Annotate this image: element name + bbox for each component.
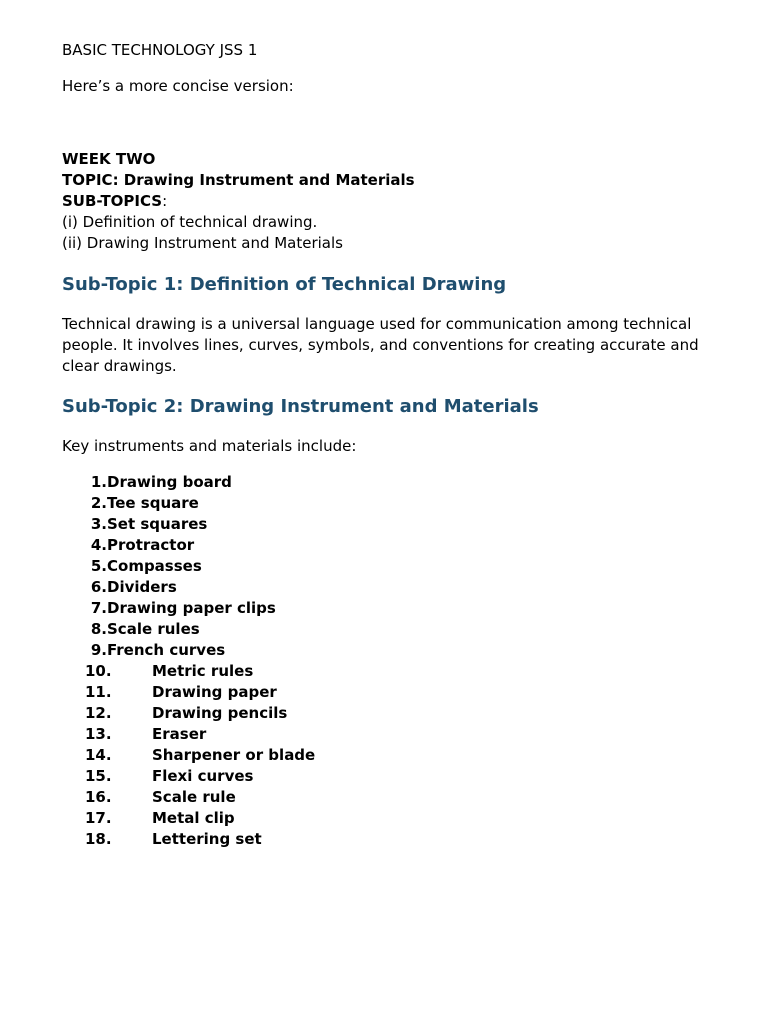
list-item bbox=[62, 808, 706, 829]
list-item-number: 13. bbox=[85, 725, 112, 743]
subtopics-label: SUB-TOPICS bbox=[62, 192, 163, 210]
topic-label: TOPIC: Drawing Instrument and Materials bbox=[62, 171, 415, 189]
document-title: BASIC TECHNOLOGY JSS 1 bbox=[62, 41, 258, 59]
list-item-text: French curves bbox=[107, 641, 226, 659]
list-item-text: Dividers bbox=[107, 578, 177, 596]
list-item-text: Compasses bbox=[107, 557, 202, 575]
week-label: WEEK TWO bbox=[62, 150, 156, 168]
list-item-text: Eraser bbox=[152, 725, 207, 743]
list-item bbox=[62, 514, 706, 535]
list-item bbox=[62, 724, 706, 745]
list-item-number: 8. bbox=[90, 620, 107, 638]
section1-heading: Sub-Topic 1: Definition of Technical Drawing bbox=[62, 274, 507, 295]
instrument-list bbox=[62, 472, 706, 850]
list-item-number: 6. bbox=[90, 578, 107, 596]
list-item-number: 18. bbox=[85, 830, 112, 848]
list-item-text: Drawing board bbox=[107, 473, 232, 491]
list-item bbox=[62, 493, 706, 514]
section2-intro: Key instruments and materials include: bbox=[62, 437, 357, 455]
list-item bbox=[62, 640, 706, 661]
list-item-text: Drawing pencils bbox=[152, 704, 288, 722]
list-item-number: 7. bbox=[90, 599, 107, 617]
list-item-number: 1. bbox=[90, 473, 107, 491]
list-item-number: 11. bbox=[85, 683, 112, 701]
list-item bbox=[62, 682, 706, 703]
list-item-number: 10. bbox=[85, 662, 112, 680]
list-item bbox=[62, 703, 706, 724]
list-item-number: 16. bbox=[85, 788, 112, 806]
list-item bbox=[62, 619, 706, 640]
list-item-number: 2. bbox=[90, 494, 107, 512]
list-item bbox=[62, 829, 706, 850]
list-item-text: Set squares bbox=[107, 515, 208, 533]
list-item-number: 14. bbox=[85, 746, 112, 764]
list-item-text: Sharpener or blade bbox=[152, 746, 316, 764]
subtopic-item: (ii) Drawing Instrument and Materials bbox=[62, 234, 343, 252]
list-item bbox=[62, 661, 706, 682]
list-item bbox=[62, 766, 706, 787]
list-item-text: Scale rule bbox=[152, 788, 236, 806]
list-item-text: Protractor bbox=[107, 536, 195, 554]
section2-heading: Sub-Topic 2: Drawing Instrument and Materials bbox=[62, 396, 539, 417]
list-item-number: 3. bbox=[90, 515, 107, 533]
list-item bbox=[62, 472, 706, 493]
intro-text: Here’s a more concise version: bbox=[62, 77, 294, 95]
list-item bbox=[62, 598, 706, 619]
list-item-number: 9. bbox=[90, 641, 107, 659]
list-item-number: 12. bbox=[85, 704, 112, 722]
list-item bbox=[62, 577, 706, 598]
list-item bbox=[62, 787, 706, 808]
list-item-number: 5. bbox=[90, 557, 107, 575]
list-item-number: 4. bbox=[90, 536, 107, 554]
subtopic-item: (i) Definition of technical drawing. bbox=[62, 213, 318, 231]
list-item-text: Flexi curves bbox=[152, 767, 254, 785]
list-item-number: 15. bbox=[85, 767, 112, 785]
section1-body: Technical drawing is a universal language used for communication among technical people. It involves lines, curves, symbols, and conventions for creating accurate and clear drawings. bbox=[62, 315, 699, 375]
list-item-text: Metric rules bbox=[152, 662, 254, 680]
list-item-number: 17. bbox=[85, 809, 112, 827]
subtopics-colon: : bbox=[162, 192, 168, 210]
list-item bbox=[62, 745, 706, 766]
list-item-text: Tee square bbox=[107, 494, 199, 512]
list-item-text: Metal clip bbox=[152, 809, 235, 827]
list-item bbox=[62, 556, 706, 577]
list-item-text: Drawing paper bbox=[152, 683, 277, 701]
subtopics-line bbox=[62, 191, 706, 212]
list-item-text: Scale rules bbox=[107, 620, 200, 638]
list-item-text: Lettering set bbox=[152, 830, 262, 848]
list-item-text: Drawing paper clips bbox=[107, 599, 276, 617]
list-item bbox=[62, 535, 706, 556]
